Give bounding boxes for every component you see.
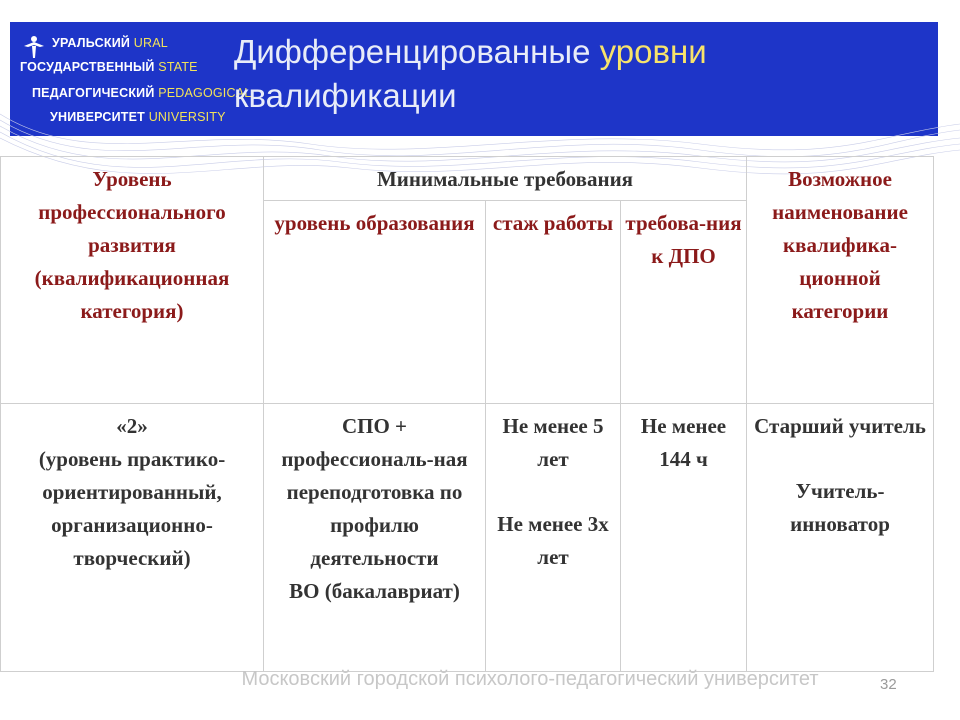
footer-university: Московский городской психолого-педагогический университет: [241, 668, 819, 690]
slide-title: Дифференцированные уровни квалификации: [234, 33, 707, 114]
subheader-education: уровень образования: [264, 201, 486, 404]
university-logo: [16, 30, 252, 130]
cell-qualification-name: Старший учитель Учитель-инноватор: [747, 404, 934, 672]
subheader-dpo: требова-ния к ДПО: [621, 201, 747, 404]
header-qualification-name: Возможное наименование квалифика-ционной категории: [747, 157, 934, 404]
logo-line: УРАЛЬСКИЙ URAL: [52, 35, 168, 51]
cell-dpo: Не менее 144 ч: [621, 404, 747, 672]
logo-line: УНИВЕРСИТЕТ UNIVERSITY: [50, 109, 226, 125]
university-emblem-icon: [22, 34, 46, 60]
logo-line: ПЕДАГОГИЧЕСКИЙ PEDAGOGICAL: [32, 85, 252, 101]
subheader-experience: стаж работы: [486, 201, 621, 404]
cell-level: «2» (уровень практико-ориентированный, организационно-творческий): [1, 404, 264, 672]
qualification-table: [0, 156, 934, 672]
page-number: 32: [880, 676, 897, 693]
cell-education: СПО + профессиональ-ная переподготовка по профилю деятельности ВО (бакалавриат): [264, 404, 486, 672]
title-accent: уровни: [599, 33, 707, 70]
header-min-requirements: Минимальные требования: [264, 157, 747, 201]
logo-line: ГОСУДАРСТВЕННЫЙ STATE: [20, 59, 198, 75]
cell-experience: Не менее 5 лет Не менее 3х лет: [486, 404, 621, 672]
header-level: Уровень профессионального развития (квалификационная категория): [1, 157, 264, 404]
